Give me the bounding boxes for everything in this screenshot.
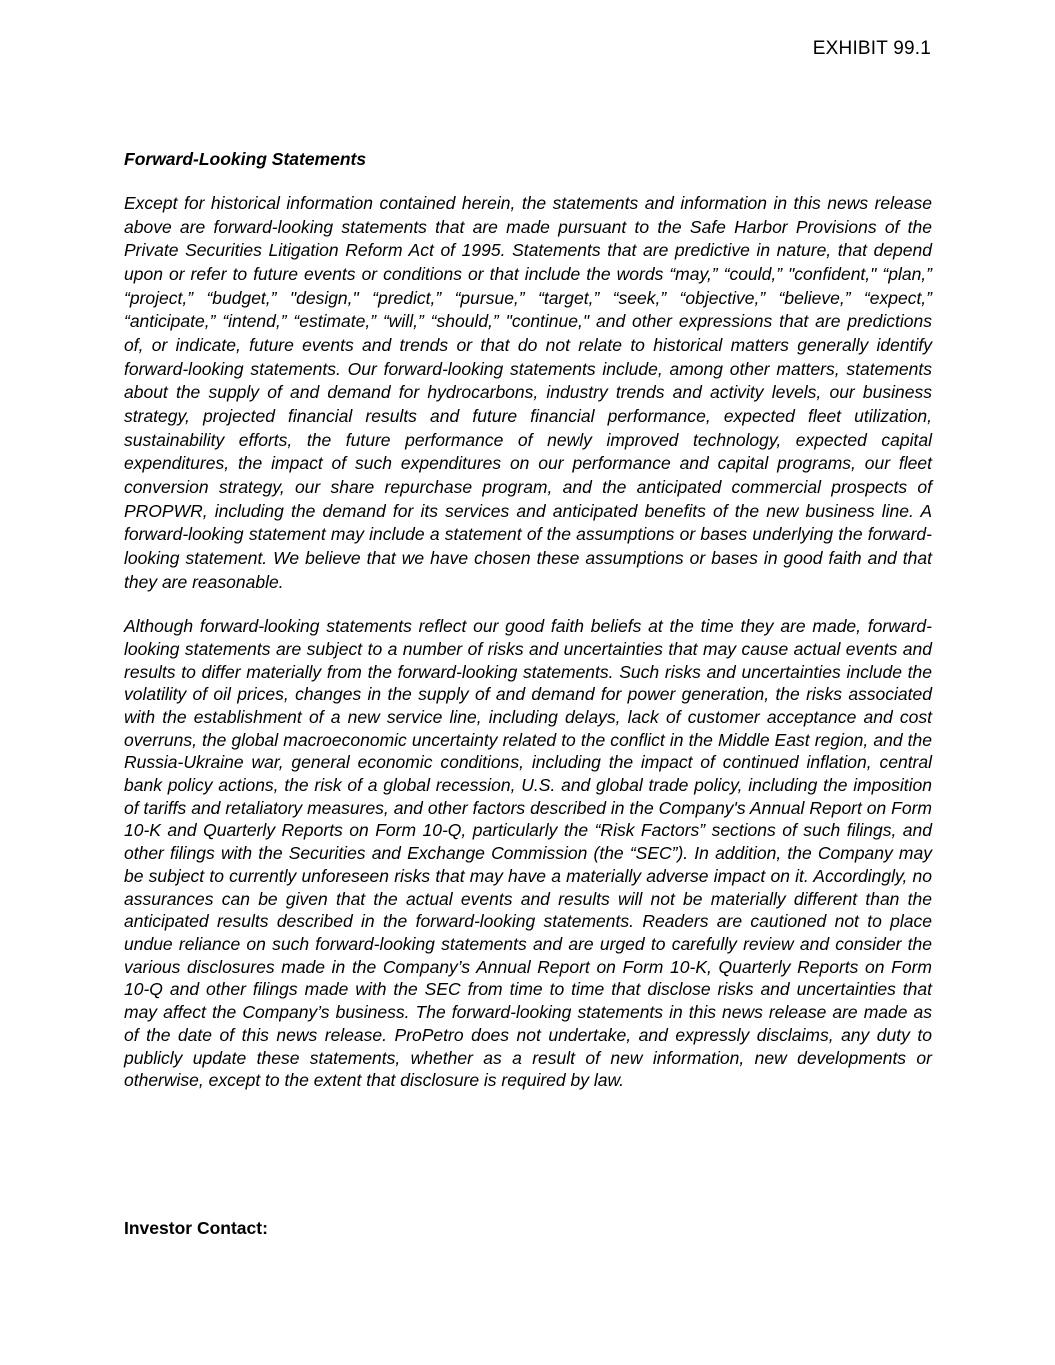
exhibit-label: EXHIBIT 99.1 bbox=[812, 38, 931, 59]
investor-contact-label: Investor Contact: bbox=[124, 1218, 268, 1238]
paragraph-risks: Although forward-looking statements reflect our good faith beliefs at the time they are made, forward-looking statements are subject to a number of risks and uncertainties that may cause actual events and results to differ materially from the forward-looking statements. Such risks and uncertainties include the volatility of oil prices, changes in the supply of and demand for power generation, the risks associated with the establishment of a new service line, including delays, lack of customer acceptance and cost overruns, the global macroeconomic uncertainty related to the conflict in the Middle East region, and the Russia-Ukraine war, general economic conditions, including the impact of continued inflation, central bank policy actions, the risk of a global recession, U.S. and global trade policy, including the imposition of tariffs and retaliatory measures, and other factors described in the Company's Annual Report on Form 10-K and Quarterly Reports on Form 10-Q, particularly the “Risk Factors” sections of such filings, and other filings with the Securities and Exchange Commission (the “SEC”). In addition, the Company may be subject to currently unforeseen risks that may have a materially adverse impact on it. Accordingly, no assurances can be given that the actual events and results will not be materially different than the anticipated results described in the forward-looking statements. Readers are cautioned not to place undue reliance on such forward-looking statements and are urged to carefully review and consider the various disclosures made in the Company’s Annual Report on Form 10-K, Quarterly Reports on Form 10-Q and other filings made with the SEC from time to time that disclose risks and uncertainties that may affect the Company’s business. The forward-looking statements in this news release are made as of the date of this news release. ProPetro does not undertake, and expressly disclaims, any duty to publicly update these statements, whether as a result of new information, new developments or otherwise, except to the extent that disclosure is required by law. bbox=[124, 616, 932, 1091]
paragraph-safe-harbor: Except for historical information contained herein, the statements and information in this news release above are forward-looking statements that are made pursuant to the Safe Harbor Provisions of the Private Securities Litigation Reform Act of 1995. Statements that are predictive in nature, that depend upon or refer to future events or conditions or that include the words “may,” “could,” "confident," “plan,” “project,” “budget,” "design," “predict,” “pursue,” “target,” “seek,” “objective,” “believe,” “expect,” “anticipate,” “intend,” “estimate,” “will,” “should,” "continue," and other expressions that are predictions of, or indicate, future events and trends or that do not relate to historical matters generally identify forward-looking statements. Our forward-looking statements include, among other matters, statements about the supply of and demand for hydrocarbons, industry trends and activity levels, our business strategy, projected financial results and future financial performance, expected fleet utilization, sustainability efforts, the future performance of newly improved technology, expected capital expenditures, the impact of such expenditures on our performance and capital programs, our fleet conversion strategy, our share repurchase program, and the anticipated commercial prospects of PROPWR, including the demand for its services and anticipated benefits of the new business line. A forward-looking statement may include a statement of the assumptions or bases underlying the forward-looking statement. We believe that we have chosen these assumptions or bases in good faith and that they are reasonable. bbox=[124, 193, 932, 592]
section-heading: Forward-Looking Statements bbox=[124, 149, 367, 169]
forward-looking-section bbox=[124, 148, 932, 1113]
